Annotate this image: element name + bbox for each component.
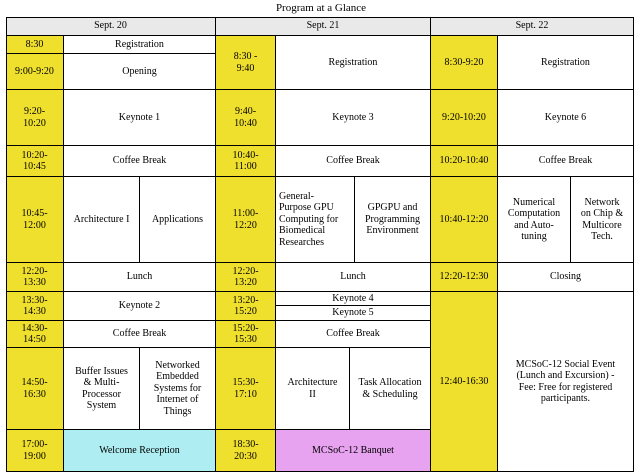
session-keynote-3: Keynote 3: [276, 90, 431, 146]
session-keynote-4: Keynote 4: [276, 292, 431, 306]
day-header: Sept. 20: [6, 17, 216, 36]
session-banquet: MCSoC-12 Banquet: [276, 430, 431, 472]
session-social-event: MCSoC-12 Social Event (Lunch and Excursion) - Fee: Free for registered participants.: [498, 292, 634, 472]
time-cell: 10:20-10:40: [431, 146, 498, 177]
time-cell: 15:30- 17:10: [216, 348, 276, 430]
session-numerical-computation: Numerical Computation and Auto- tuning: [498, 177, 571, 263]
session-coffee-break: Coffee Break: [64, 146, 216, 177]
session-keynote-5: Keynote 5: [276, 306, 431, 321]
time-cell: 10:40- 11:00: [216, 146, 276, 177]
time-cell: 10:45- 12:00: [6, 177, 64, 263]
session-network-on-chip: Network on Chip & Multicore Tech.: [571, 177, 634, 263]
day-column-sept-20: [6, 17, 216, 472]
session-task-allocation: Task Allocation & Scheduling: [350, 348, 431, 430]
session-registration: Registration: [276, 36, 431, 90]
time-cell: 12:20-12:30: [431, 263, 498, 292]
session-coffee-break: Coffee Break: [276, 146, 431, 177]
session-welcome-reception: Welcome Reception: [64, 430, 216, 472]
session-closing: Closing: [498, 263, 634, 292]
day-column-sept-22: [431, 17, 634, 472]
session-architecture-1: Architecture I: [64, 177, 140, 263]
time-cell: 13:20- 15:20: [216, 292, 276, 321]
session-architecture-2: Architecture II: [276, 348, 350, 430]
session-registration: Registration: [64, 36, 216, 54]
session-registration: Registration: [498, 36, 634, 90]
session-keynote-2: Keynote 2: [64, 292, 216, 321]
session-coffee-break: Coffee Break: [276, 321, 431, 348]
session-coffee-break: Coffee Break: [498, 146, 634, 177]
time-cell: 11:00- 12:20: [216, 177, 276, 263]
time-cell: 9:00-9:20: [6, 54, 64, 90]
session-networked-embedded: Networked Embedded Systems for Internet of Things: [140, 348, 216, 430]
time-cell: 10:40-12:20: [431, 177, 498, 263]
session-lunch: Lunch: [64, 263, 216, 292]
time-cell: 14:30- 14:50: [6, 321, 64, 348]
day-header: Sept. 21: [216, 17, 431, 36]
session-keynote-1: Keynote 1: [64, 90, 216, 146]
session-gpgpu-biomedical: General- Purpose GPU Computing for Biomedical Researches: [276, 177, 355, 263]
time-cell: 17:00- 19:00: [6, 430, 64, 472]
session-opening: Opening: [64, 54, 216, 90]
time-cell: 12:20- 13:20: [216, 263, 276, 292]
time-cell: 9:20- 10:20: [6, 90, 64, 146]
session-lunch: Lunch: [276, 263, 431, 292]
session-keynote-6: Keynote 6: [498, 90, 634, 146]
time-cell: 9:20-10:20: [431, 90, 498, 146]
time-cell: 15:20- 15:30: [216, 321, 276, 348]
time-cell: 8:30-9:20: [431, 36, 498, 90]
day-column-sept-21: [216, 17, 431, 472]
time-cell: 12:20- 13:30: [6, 263, 64, 292]
page-title: Program at a Glance: [275, 2, 367, 14]
time-cell: 9:40- 10:40: [216, 90, 276, 146]
day-header: Sept. 22: [431, 17, 634, 36]
time-cell: 13:30- 14:30: [6, 292, 64, 321]
time-cell: 8:30: [6, 36, 64, 54]
session-coffee-break: Coffee Break: [64, 321, 216, 348]
time-cell: 18:30- 20:30: [216, 430, 276, 472]
time-cell: 10:20- 10:45: [6, 146, 64, 177]
session-applications: Applications: [140, 177, 216, 263]
session-gpgpu-programming: GPGPU and Programming Environment: [355, 177, 431, 263]
time-cell: 14:50- 16:30: [6, 348, 64, 430]
session-buffer-issues: Buffer Issues & Multi- Processor System: [64, 348, 140, 430]
time-cell: 8:30 - 9:40: [216, 36, 276, 90]
time-cell: 12:40-16:30: [431, 292, 498, 472]
